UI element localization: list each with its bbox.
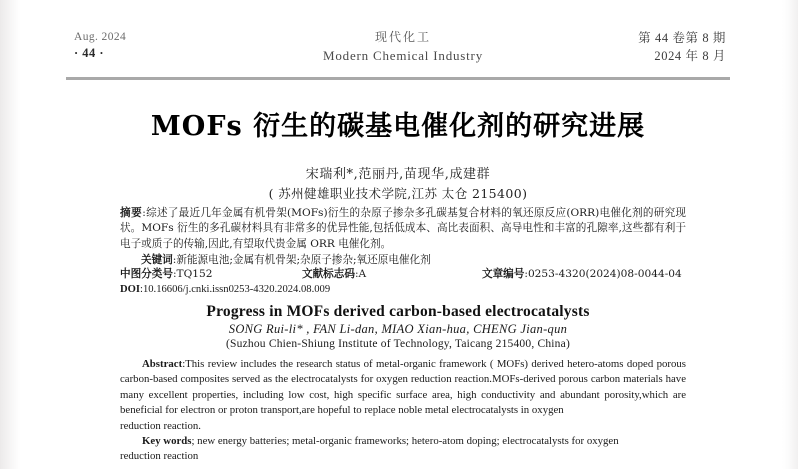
clc-number	[120, 267, 302, 282]
keywords-label-cn: 关键词	[141, 254, 173, 266]
abstract-label-cn: 摘要	[120, 207, 143, 219]
running-head-center	[298, 28, 508, 65]
issue-date: Aug. 2024	[74, 31, 127, 43]
author-list-cn: 宋瑞利*,范丽丹,苗现华,成建群	[305, 167, 491, 182]
article-number-label: 文章编号	[482, 268, 525, 280]
page-number: · 44 ·	[74, 46, 105, 60]
year-month: 2024 年 8 月	[654, 49, 726, 63]
doi-value: :10.16606/j.cnki.issn0253-4320.2024.08.009	[140, 284, 331, 295]
keywords-cn	[120, 253, 686, 268]
document-code	[302, 267, 482, 282]
page-edge-left-shading	[0, 0, 20, 469]
abstract-en	[120, 357, 686, 434]
page-edge-right-shading	[782, 0, 798, 469]
keywords-tail-en: reduction reaction	[120, 450, 199, 463]
running-head	[66, 30, 730, 76]
article-number	[482, 267, 682, 282]
clc-value: :TQ152	[172, 268, 213, 280]
volume-issue: 第 44 卷第 8 期	[638, 31, 726, 45]
clc-label: 中图分类号	[120, 268, 173, 280]
running-head-left	[74, 30, 126, 62]
abstract-paragraph-en	[120, 357, 686, 419]
abstract-text-cn: :综述了最近几年金属有机骨架(MOFs)衍生的杂原子掺杂多孔碳基复合材料的氧还原反应(ORR)电催化剂的研究现状。MOFs 衍生的多孔碳材料具有非常多的优异性能,包括低成本、高比表面积、高导电性和丰富的孔隙率,这些都有利于电子或质子的传输,因此,有望取代贵金属 ORR 电催化剂。	[120, 207, 686, 250]
page-content-area	[66, 0, 730, 469]
document-code-label: 文献标志码	[302, 268, 355, 280]
abstract-cn	[120, 206, 686, 252]
abstract-tail-en: reduction reaction.	[120, 419, 201, 432]
author-list-en: SONG Rui-li* , FAN Li-dan, MIAO Xian-hua, CHENG Jian-qun	[228, 322, 568, 336]
keywords-label-en: Key words	[142, 435, 192, 447]
classification-row	[120, 267, 720, 282]
abstract-label-en: Abstract	[142, 358, 183, 370]
document-code-value: :A	[354, 268, 367, 280]
doi-label: DOI	[120, 284, 141, 295]
affiliation-cn: ( 苏州健雄职业技术学院,江苏 太仓 215400)	[268, 186, 528, 201]
keywords-text-en: ; new energy batteries; metal-organic frameworks; hetero-atom doping; electrocatalysts for oxygen	[191, 435, 619, 447]
doi-row	[120, 282, 330, 297]
abstract-text-en: :This review includes the research status of metal-organic framework ( MOFs) derived hetero-atoms doped porous carbon-based composites served as the electrocatalysts for oxygen reduction reaction.MOFs-derived porous carbon materials have many excellent properties, including low cost, high specific surface area, high conductivity and abundant porosity,which are beneficial for electron or proton transport,are hopeful to replace noble metal electrocatalysts in oxygen	[120, 358, 686, 417]
running-head-right	[638, 30, 726, 65]
article-title-en: Progress in MOFs derived carbon-based electrocatalysts	[206, 303, 590, 320]
article-number-value: :0253-4320(2024)08-0044-04	[524, 268, 682, 280]
keywords-text-cn: :新能源电池;金属有机骨架;杂原子掺杂;氧还原电催化剂	[172, 254, 431, 266]
header-divider-rule	[66, 77, 730, 80]
article-title-cn: MOFs 衍生的碳基电催化剂的研究进展	[150, 111, 646, 142]
affiliation-en: (Suzhou Chien-Shiung Institute of Technology, Taicang 215400, China)	[226, 338, 570, 350]
journal-title-cn: 现代化工	[374, 30, 431, 44]
keywords-en	[120, 434, 686, 465]
journal-title-en: Modern Chemical Industry	[322, 48, 483, 63]
